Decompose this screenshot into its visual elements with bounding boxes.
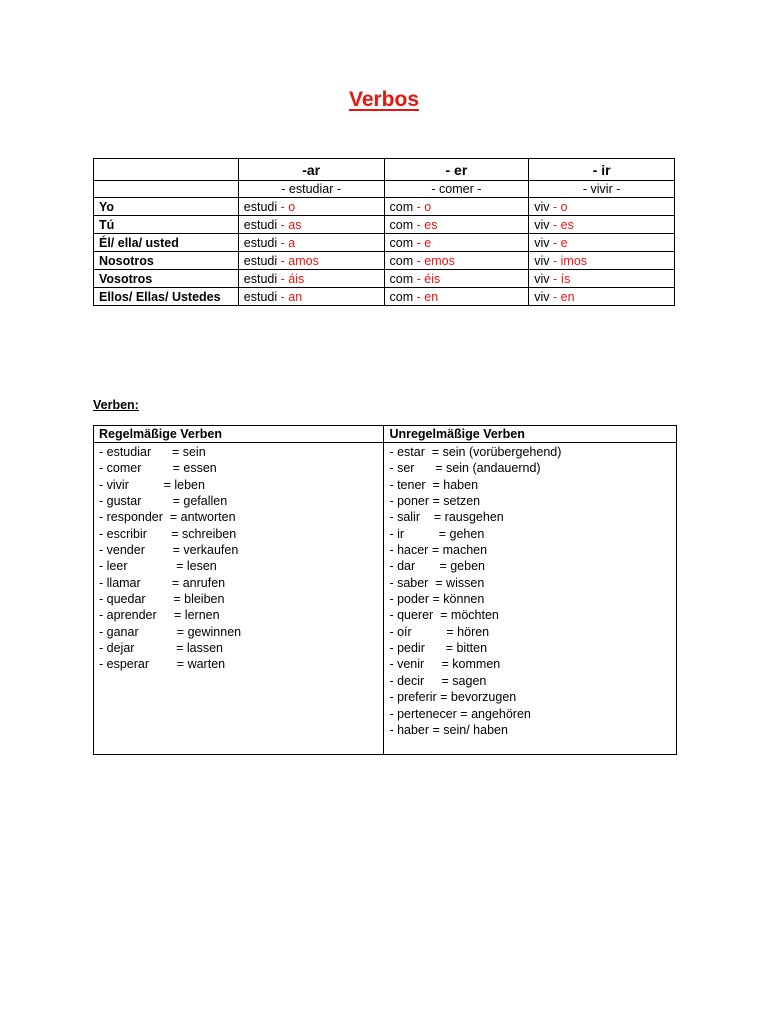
regular-verb-item: - dejar = lassen: [99, 641, 224, 656]
irregular-verbs-list: [384, 443, 677, 755]
regular-verb-item: - ganar = gewinnen: [99, 624, 242, 639]
irregular-verb-item: - poder = können: [389, 592, 485, 607]
header-empty-cell: [94, 159, 239, 181]
conjugation-cell: [384, 198, 529, 216]
irregular-verb-item: - preferir = bevorzugen: [389, 690, 517, 705]
conjugation-cell: [238, 198, 384, 216]
conjugation-cell: [238, 216, 384, 234]
irregular-verb-item: - oír = hören: [389, 624, 490, 639]
verb-ending: - es: [413, 217, 438, 232]
infinitive-er: - comer -: [384, 181, 529, 198]
irregular-verb-item: - saber = wissen: [389, 575, 485, 590]
infinitive-empty-cell: [94, 181, 239, 198]
verb-stem: estudi: [243, 235, 278, 250]
verb-ending: - en: [413, 289, 439, 304]
header-ir: - ir: [529, 159, 675, 181]
verben-label: Verben:: [93, 398, 139, 412]
verb-stem: com: [389, 199, 414, 214]
verb-ending: - ís: [549, 271, 571, 286]
verb-stem: estudi: [243, 289, 278, 304]
conjugation-cell: [238, 288, 384, 306]
conjugation-cell: [384, 288, 529, 306]
irregular-verb-item: - ser = sein (andauernd): [389, 461, 541, 476]
regular-verb-item: - leer = lesen: [99, 559, 217, 574]
verb-stem: estudi: [243, 199, 278, 214]
verb-ending: - emos: [413, 253, 455, 268]
verb-stem: viv: [534, 235, 550, 250]
regular-verb-item: - quedar = bleiben: [99, 592, 225, 607]
conjugation-cell: [384, 270, 529, 288]
regular-verb-item: - llamar = anrufen: [99, 575, 226, 590]
verb-ending: - áis: [277, 271, 305, 286]
infinitive-ar: - estudiar -: [238, 181, 384, 198]
verb-stem: viv: [534, 217, 550, 232]
pronoun-cell: Vosotros: [94, 270, 239, 288]
verb-stem: com: [389, 253, 414, 268]
header-er: - er: [384, 159, 529, 181]
verb-stem: viv: [534, 271, 550, 286]
conjugation-table: [93, 158, 675, 306]
infinitive-row: [94, 181, 675, 198]
irregular-verb-item: - querer = möchten: [389, 608, 499, 623]
irregular-verb-item: - dar = geben: [389, 559, 485, 574]
irregular-verb-item: - decir = sagen: [389, 673, 487, 688]
verb-table-header-row: [94, 426, 677, 443]
verb-stem: com: [389, 271, 414, 286]
irregular-verb-item: - pedir = bitten: [389, 641, 488, 656]
conjugation-cell: [238, 234, 384, 252]
conjugation-cell: [529, 270, 675, 288]
header-ar: -ar: [238, 159, 384, 181]
verb-ending: - o: [277, 199, 296, 214]
regular-verbs-list: [94, 443, 384, 755]
page-title: Verbos: [348, 88, 420, 111]
conjugation-row: [94, 198, 675, 216]
irregular-verb-item: - venir = kommen: [389, 657, 501, 672]
verb-ending: - an: [277, 289, 303, 304]
regular-verb-item: - comer = essen: [99, 461, 217, 476]
irregular-verbs-header: Unregelmäßige Verben: [384, 426, 677, 443]
verb-ending: - amos: [277, 253, 319, 268]
pronoun-cell: Él/ ella/ usted: [94, 234, 239, 252]
verb-ending: - a: [277, 235, 296, 250]
verb-ending: - as: [277, 217, 302, 232]
verb-table: [93, 425, 677, 755]
regular-verb-item: - responder = antworten: [99, 510, 236, 525]
conjugation-cell: [529, 216, 675, 234]
irregular-verb-item: - poner = setzen: [389, 494, 481, 509]
irregular-verb-item: - pertenecer = angehören: [389, 706, 531, 721]
verb-ending: - e: [413, 235, 432, 250]
conjugation-row: [94, 216, 675, 234]
regular-verb-item: - esperar = warten: [99, 657, 226, 672]
pronoun-cell: Yo: [94, 198, 239, 216]
verb-stem: com: [389, 235, 414, 250]
verb-stem: estudi: [243, 271, 278, 286]
pronoun-cell: Ellos/ Ellas/ Ustedes: [94, 288, 239, 306]
verb-ending: - e: [549, 235, 568, 250]
verb-ending: - en: [549, 289, 575, 304]
verb-stem: viv: [534, 253, 550, 268]
pronoun-cell: Nosotros: [94, 252, 239, 270]
conjugation-cell: [529, 252, 675, 270]
verb-stem: estudi: [243, 253, 278, 268]
regular-verb-item: - vender = verkaufen: [99, 543, 239, 558]
regular-verb-item: - vivir = leben: [99, 477, 205, 492]
irregular-verb-item: - salir = rausgehen: [389, 510, 504, 525]
conjugation-cell: [384, 216, 529, 234]
verb-ending: - imos: [549, 253, 588, 268]
conjugation-row: [94, 270, 675, 288]
verb-ending: - o: [549, 199, 568, 214]
conjugation-cell: [529, 234, 675, 252]
irregular-verb-item: - estar = sein (vorübergehend): [389, 445, 562, 459]
conjugation-cell: [529, 198, 675, 216]
conjugation-row: [94, 252, 675, 270]
verb-ending: - o: [413, 199, 432, 214]
irregular-verb-item: - hacer = machen: [389, 543, 488, 558]
conjugation-cell: [529, 288, 675, 306]
conjugation-row: [94, 234, 675, 252]
verb-stem: com: [389, 289, 414, 304]
regular-verb-item: - aprender = lernen: [99, 608, 220, 623]
verb-stem: estudi: [243, 217, 278, 232]
regular-verb-item: - estudiar = sein: [99, 445, 206, 459]
verb-table-body-row: [94, 443, 677, 755]
infinitive-ir: - vivir -: [529, 181, 675, 198]
verb-stem: viv: [534, 289, 550, 304]
verb-ending: - es: [549, 217, 574, 232]
verb-ending: - éis: [413, 271, 441, 286]
irregular-verb-item: - ir = gehen: [389, 526, 485, 541]
conjugation-row: [94, 288, 675, 306]
pronoun-cell: Tú: [94, 216, 239, 234]
irregular-verb-item: - tener = haben: [389, 477, 479, 492]
conjugation-cell: [384, 252, 529, 270]
regular-verbs-header: Regelmäßige Verben: [94, 426, 384, 443]
conjugation-cell: [238, 252, 384, 270]
verb-stem: viv: [534, 199, 550, 214]
regular-verb-item: - escribir = schreiben: [99, 526, 237, 541]
conjugation-cell: [384, 234, 529, 252]
conjugation-header-row: [94, 159, 675, 181]
verb-stem: com: [389, 217, 414, 232]
conjugation-cell: [238, 270, 384, 288]
regular-verb-item: - gustar = gefallen: [99, 494, 228, 509]
irregular-verb-item: - haber = sein/ haben: [389, 722, 508, 737]
